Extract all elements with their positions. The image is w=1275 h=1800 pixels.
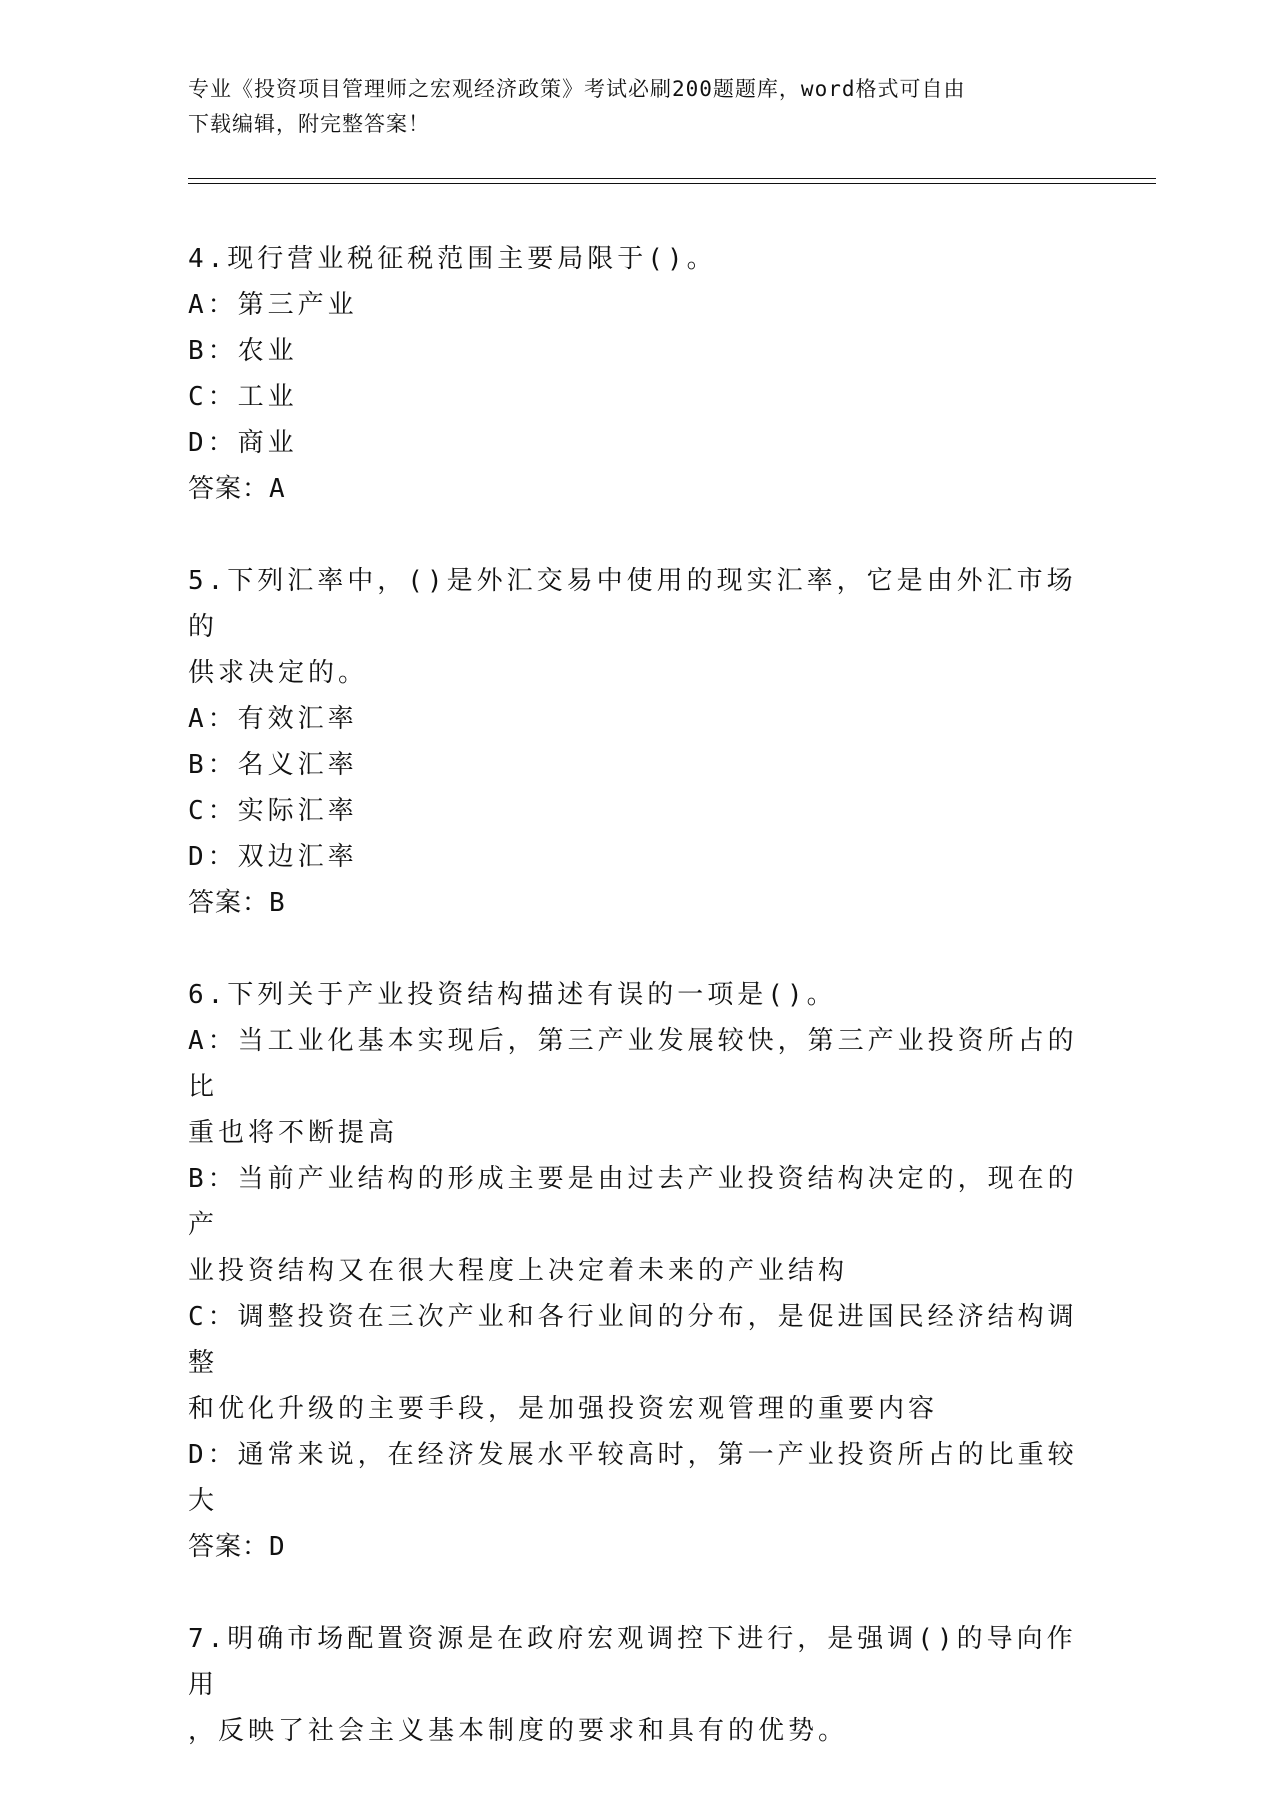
question-text-continued: ，反映了社会主义基本制度的要求和具有的优势。: [188, 1716, 849, 1746]
answer-value: D: [269, 1532, 286, 1562]
answer-line: [188, 1524, 1088, 1570]
answer-line: [188, 880, 1088, 926]
answer-value: B: [269, 888, 286, 918]
option-c: C：工业: [188, 382, 298, 412]
option-d: D：通常来说，在经济发展水平较高时，第一产业投资所占的比重较大: [188, 1440, 1078, 1516]
question-text-continued: 供求决定的。: [188, 658, 369, 688]
question-text: 5.下列汇率中，()是外汇交易中使用的现实汇率，它是由外汇市场的: [188, 566, 1077, 642]
question-text: 6.下列关于产业投资结构描述有误的一项是()。: [188, 980, 837, 1010]
option-b: B：农业: [188, 336, 298, 366]
document-header: [188, 72, 1068, 142]
option-a-continued: 重也将不断提高: [188, 1118, 399, 1148]
question-4: [188, 236, 1088, 512]
answer-label: 答案：: [188, 888, 270, 918]
option-a: A：当工业化基本实现后，第三产业发展较快，第三产业投资所占的比: [188, 1026, 1078, 1102]
question-5: [188, 558, 1088, 926]
option-c: C：实际汇率: [188, 796, 358, 826]
option-c: C：调整投资在三次产业和各行业间的分布，是促进国民经济结构调整: [188, 1302, 1078, 1378]
question-7: [188, 1616, 1088, 1754]
header-line-2: 下载编辑，附完整答案！: [188, 112, 430, 136]
question-6: [188, 972, 1088, 1570]
answer-line: [188, 466, 1088, 512]
option-b-continued: 业投资结构又在很大程度上决定着未来的产业结构: [188, 1256, 849, 1286]
option-a: A：第三产业: [188, 290, 358, 320]
question-text: 4.现行营业税征税范围主要局限于()。: [188, 244, 717, 274]
option-a: A：有效汇率: [188, 704, 358, 734]
header-divider-bottom: [188, 183, 1156, 184]
answer-label: 答案：: [188, 1532, 270, 1562]
header-line-1: 专业《投资项目管理师之宏观经济政策》考试必刷200题题库，word格式可自由: [188, 77, 966, 101]
question-text: 7.明确市场配置资源是在政府宏观调控下进行，是强调()的导向作用: [188, 1624, 1077, 1700]
option-b: B：当前产业结构的形成主要是由过去产业投资结构决定的，现在的产: [188, 1164, 1078, 1240]
question-list: [188, 236, 1088, 1800]
option-d: D：商业: [188, 428, 298, 458]
option-d: D：双边汇率: [188, 842, 358, 872]
option-b: B：名义汇率: [188, 750, 358, 780]
option-c-continued: 和优化升级的主要手段，是加强投资宏观管理的重要内容: [188, 1394, 939, 1424]
answer-label: 答案：: [188, 474, 270, 504]
answer-value: A: [269, 474, 286, 504]
header-divider-top: [188, 178, 1156, 179]
